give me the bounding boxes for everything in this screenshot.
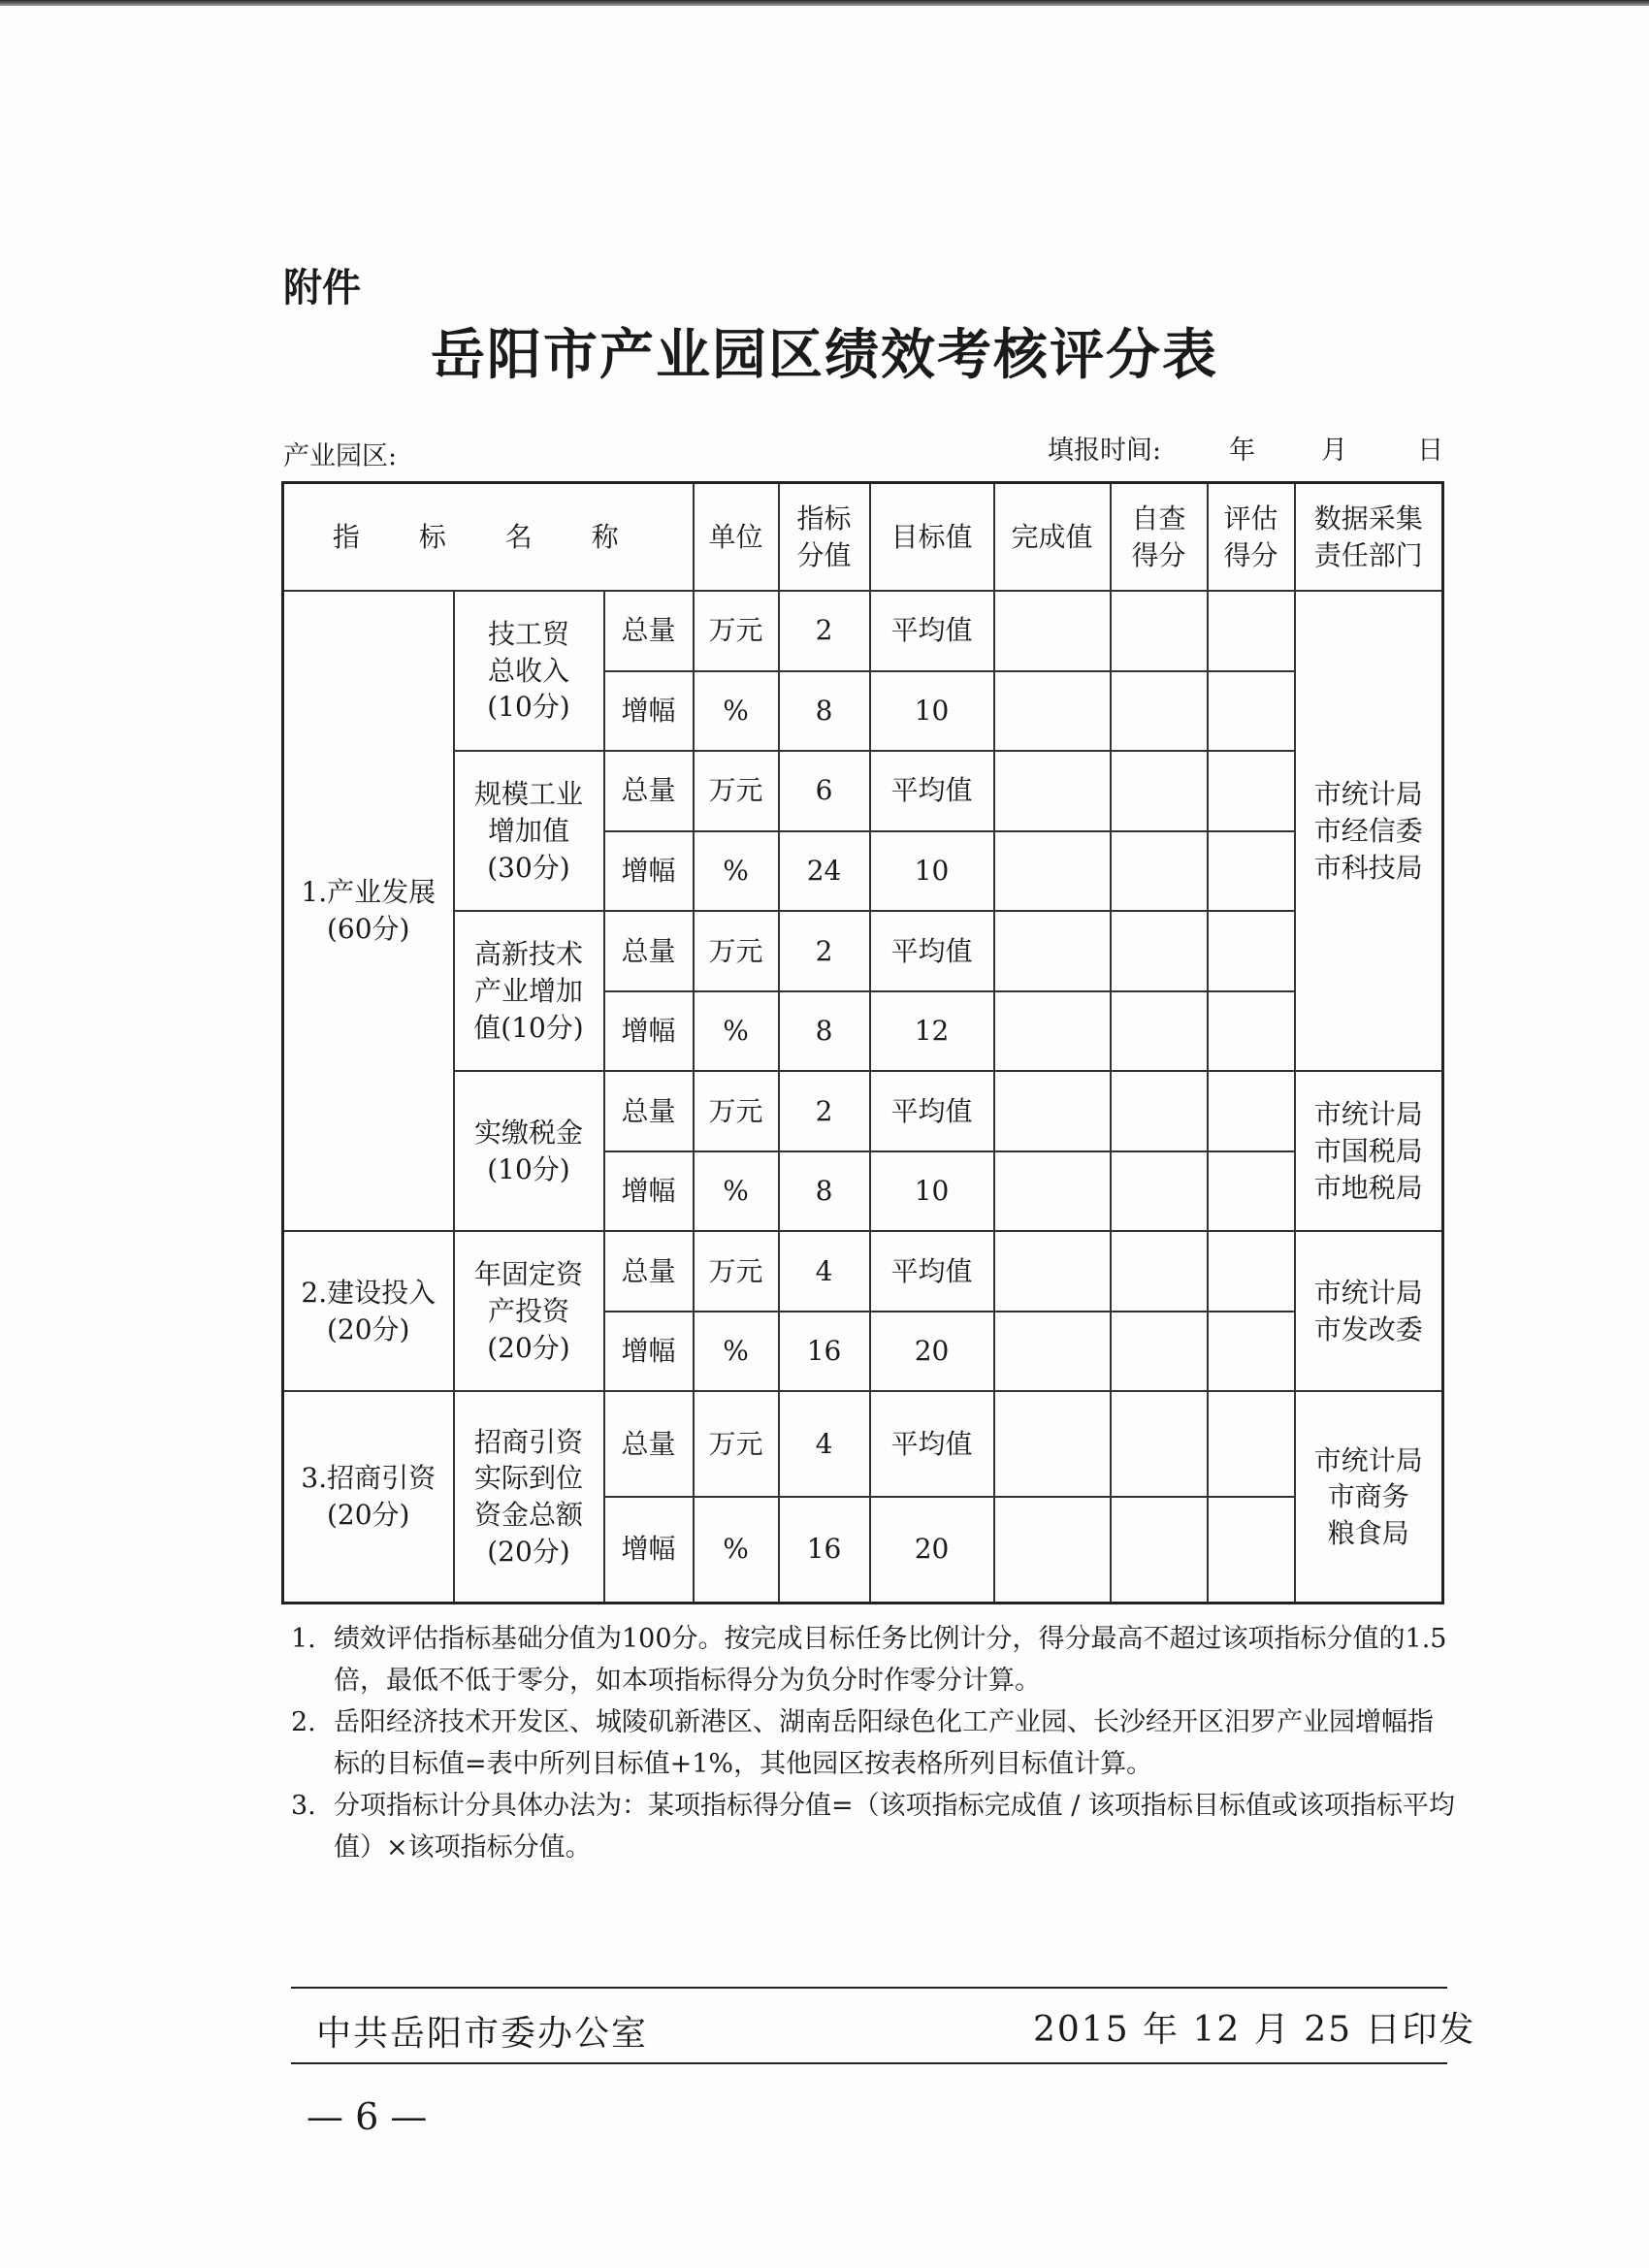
self-score-cell[interactable] bbox=[1111, 751, 1208, 831]
eval-score-cell[interactable] bbox=[1208, 911, 1295, 991]
footer-rule-top bbox=[291, 1987, 1447, 1989]
target-cell: 10 bbox=[870, 831, 994, 912]
dept-cell: 市统计局 市经信委 市科技局 bbox=[1295, 591, 1443, 1071]
self-score-cell[interactable] bbox=[1111, 671, 1208, 752]
indicator-cell: 招商引资 实际到位 资金总额 (20分) bbox=[454, 1391, 604, 1603]
header-target: 目标值 bbox=[870, 483, 994, 592]
score-cell: 16 bbox=[779, 1312, 870, 1392]
note-item bbox=[291, 1618, 1455, 1701]
dept-cell: 市统计局 市发改委 bbox=[1295, 1231, 1443, 1391]
table-header-row bbox=[283, 483, 1443, 592]
score-cell: 4 bbox=[779, 1391, 870, 1496]
scan-top-edge bbox=[0, 0, 1649, 6]
dept-cell: 市统计局 市国税局 市地税局 bbox=[1295, 1071, 1443, 1231]
eval-score-cell[interactable] bbox=[1208, 671, 1295, 752]
footer-rule-bottom bbox=[291, 2062, 1447, 2064]
self-score-cell[interactable] bbox=[1111, 831, 1208, 912]
sub-cell: 增幅 bbox=[604, 831, 694, 912]
note-text: 分项指标计分具体办法为：某项指标得分值=（该项指标完成值 / 该项指标目标值或该项指标平均值）×该项指标分值。 bbox=[334, 1791, 1455, 1863]
sub-cell: 总量 bbox=[604, 591, 694, 671]
completed-cell[interactable] bbox=[994, 1391, 1111, 1496]
table-row bbox=[283, 751, 1443, 831]
completed-cell[interactable] bbox=[994, 1071, 1111, 1151]
header-completed: 完成值 bbox=[994, 483, 1111, 592]
indicator-cell: 实缴税金 (10分) bbox=[454, 1071, 604, 1231]
sub-cell: 增幅 bbox=[604, 671, 694, 752]
target-cell: 10 bbox=[870, 1151, 994, 1232]
eval-score-cell[interactable] bbox=[1208, 991, 1295, 1072]
sub-cell: 总量 bbox=[604, 911, 694, 991]
target-cell: 平均值 bbox=[870, 1391, 994, 1496]
notes-list bbox=[291, 1618, 1455, 1868]
self-score-cell[interactable] bbox=[1111, 1497, 1208, 1604]
self-score-cell[interactable] bbox=[1111, 911, 1208, 991]
category-cell: 1.产业发展 (60分) bbox=[283, 591, 454, 1231]
category-cell: 2.建设投入 (20分) bbox=[283, 1231, 454, 1391]
indicator-cell: 规模工业 增加值 (30分) bbox=[454, 751, 604, 911]
table-row bbox=[283, 911, 1443, 991]
attachment-label: 附件 bbox=[283, 266, 361, 310]
note-text: 绩效评估指标基础分值为100分。按完成目标任务比例计分，得分最高不超过该项指标分值的1.5倍，最低不低于零分，如本项指标得分为负分时作零分计算。 bbox=[334, 1624, 1447, 1696]
eval-score-cell[interactable] bbox=[1208, 1071, 1295, 1151]
note-number: 3. bbox=[291, 1791, 316, 1821]
target-cell: 20 bbox=[870, 1497, 994, 1604]
score-cell: 2 bbox=[779, 591, 870, 671]
note-number: 2. bbox=[291, 1707, 316, 1737]
target-cell: 平均值 bbox=[870, 1231, 994, 1312]
self-score-cell[interactable] bbox=[1111, 591, 1208, 671]
indicator-cell: 年固定资 产投资 (20分) bbox=[454, 1231, 604, 1391]
indicator-cell: 高新技术 产业增加 值(10分) bbox=[454, 911, 604, 1071]
issue-date: 2015 年 12 月 25 日印发 bbox=[1033, 2010, 1476, 2050]
score-cell: 8 bbox=[779, 1151, 870, 1232]
note-item bbox=[291, 1785, 1455, 1868]
header-score-value: 指标 分值 bbox=[779, 483, 870, 592]
header-eval-score: 评估 得分 bbox=[1208, 483, 1295, 592]
self-score-cell[interactable] bbox=[1111, 1071, 1208, 1151]
completed-cell[interactable] bbox=[994, 831, 1111, 912]
unit-cell: % bbox=[694, 1497, 779, 1604]
unit-cell: % bbox=[694, 991, 779, 1072]
indicator-cell: 技工贸 总收入 (10分) bbox=[454, 591, 604, 751]
day-label: 日 bbox=[1417, 436, 1444, 466]
header-indicator-name: 指 标 名 称 bbox=[283, 483, 694, 592]
eval-score-cell[interactable] bbox=[1208, 831, 1295, 912]
table-row bbox=[283, 1071, 1443, 1151]
completed-cell[interactable] bbox=[994, 1151, 1111, 1232]
target-cell: 12 bbox=[870, 991, 994, 1072]
unit-cell: 万元 bbox=[694, 751, 779, 831]
completed-cell[interactable] bbox=[994, 671, 1111, 752]
header-self-score: 自查 得分 bbox=[1111, 483, 1208, 592]
year-label: 年 bbox=[1229, 436, 1256, 466]
eval-score-cell[interactable] bbox=[1208, 1312, 1295, 1392]
sub-cell: 总量 bbox=[604, 1231, 694, 1312]
page-number: — 6 — bbox=[307, 2095, 428, 2138]
self-score-cell[interactable] bbox=[1111, 1231, 1208, 1312]
target-cell: 平均值 bbox=[870, 1071, 994, 1151]
unit-cell: % bbox=[694, 1151, 779, 1232]
target-cell: 平均值 bbox=[870, 911, 994, 991]
header-dept: 数据采集 责任部门 bbox=[1295, 483, 1443, 592]
self-score-cell[interactable] bbox=[1111, 1312, 1208, 1392]
score-cell: 16 bbox=[779, 1497, 870, 1604]
eval-score-cell[interactable] bbox=[1208, 751, 1295, 831]
self-score-cell[interactable] bbox=[1111, 1391, 1208, 1496]
completed-cell[interactable] bbox=[994, 1497, 1111, 1604]
issuer: 中共岳阳市委办公室 bbox=[316, 2014, 649, 2054]
unit-cell: % bbox=[694, 831, 779, 912]
completed-cell[interactable] bbox=[994, 1231, 1111, 1312]
note-number: 1. bbox=[291, 1624, 316, 1654]
sub-cell: 增幅 bbox=[604, 991, 694, 1072]
score-cell: 2 bbox=[779, 1071, 870, 1151]
score-cell: 6 bbox=[779, 751, 870, 831]
sub-cell: 总量 bbox=[604, 1391, 694, 1496]
target-cell: 平均值 bbox=[870, 591, 994, 671]
unit-cell: 万元 bbox=[694, 1391, 779, 1496]
sub-cell: 增幅 bbox=[604, 1312, 694, 1392]
score-table bbox=[281, 481, 1444, 1604]
target-cell: 平均值 bbox=[870, 751, 994, 831]
table-row bbox=[283, 1391, 1443, 1496]
completed-cell[interactable] bbox=[994, 591, 1111, 671]
score-cell: 8 bbox=[779, 671, 870, 752]
unit-cell: 万元 bbox=[694, 591, 779, 671]
eval-score-cell[interactable] bbox=[1208, 1497, 1295, 1604]
sub-cell: 总量 bbox=[604, 751, 694, 831]
eval-score-cell[interactable] bbox=[1208, 1391, 1295, 1496]
unit-cell: % bbox=[694, 1312, 779, 1392]
month-label: 月 bbox=[1321, 436, 1348, 466]
eval-score-cell[interactable] bbox=[1208, 591, 1295, 671]
sub-cell: 总量 bbox=[604, 1071, 694, 1151]
completed-cell[interactable] bbox=[994, 1312, 1111, 1392]
self-score-cell[interactable] bbox=[1111, 1151, 1208, 1232]
document-title: 岳阳市产业园区绩效考核评分表 bbox=[431, 324, 1218, 387]
header-unit: 单位 bbox=[694, 483, 779, 592]
score-cell: 8 bbox=[779, 991, 870, 1072]
dept-cell: 市统计局 市商务 粮食局 bbox=[1295, 1391, 1443, 1603]
category-cell: 3.招商引资 (20分) bbox=[283, 1391, 454, 1603]
target-cell: 20 bbox=[870, 1312, 994, 1392]
score-cell: 2 bbox=[779, 911, 870, 991]
unit-cell: 万元 bbox=[694, 1071, 779, 1151]
eval-score-cell[interactable] bbox=[1208, 1151, 1295, 1232]
self-score-cell[interactable] bbox=[1111, 991, 1208, 1072]
note-item bbox=[291, 1701, 1455, 1785]
score-cell: 24 bbox=[779, 831, 870, 912]
target-cell: 10 bbox=[870, 671, 994, 752]
completed-cell[interactable] bbox=[994, 911, 1111, 991]
fill-time bbox=[1048, 429, 1443, 467]
note-text: 岳阳经济技术开发区、城陵矶新港区、湖南岳阳绿色化工产业园、长沙经开区汨罗产业园增幅指标的目标值=表中所列目标值+1%，其他园区按表格所列目标值计算。 bbox=[334, 1707, 1434, 1779]
unit-cell: % bbox=[694, 671, 779, 752]
sub-cell: 增幅 bbox=[604, 1151, 694, 1232]
sub-cell: 增幅 bbox=[604, 1497, 694, 1604]
completed-cell[interactable] bbox=[994, 991, 1111, 1072]
completed-cell[interactable] bbox=[994, 751, 1111, 831]
fill-time-label: 填报时间: bbox=[1048, 436, 1162, 466]
unit-cell: 万元 bbox=[694, 1231, 779, 1312]
table-row bbox=[283, 591, 1443, 671]
score-cell: 4 bbox=[779, 1231, 870, 1312]
park-label: 产业园区: bbox=[283, 441, 398, 471]
table-row bbox=[283, 1231, 1443, 1312]
unit-cell: 万元 bbox=[694, 911, 779, 991]
eval-score-cell[interactable] bbox=[1208, 1231, 1295, 1312]
